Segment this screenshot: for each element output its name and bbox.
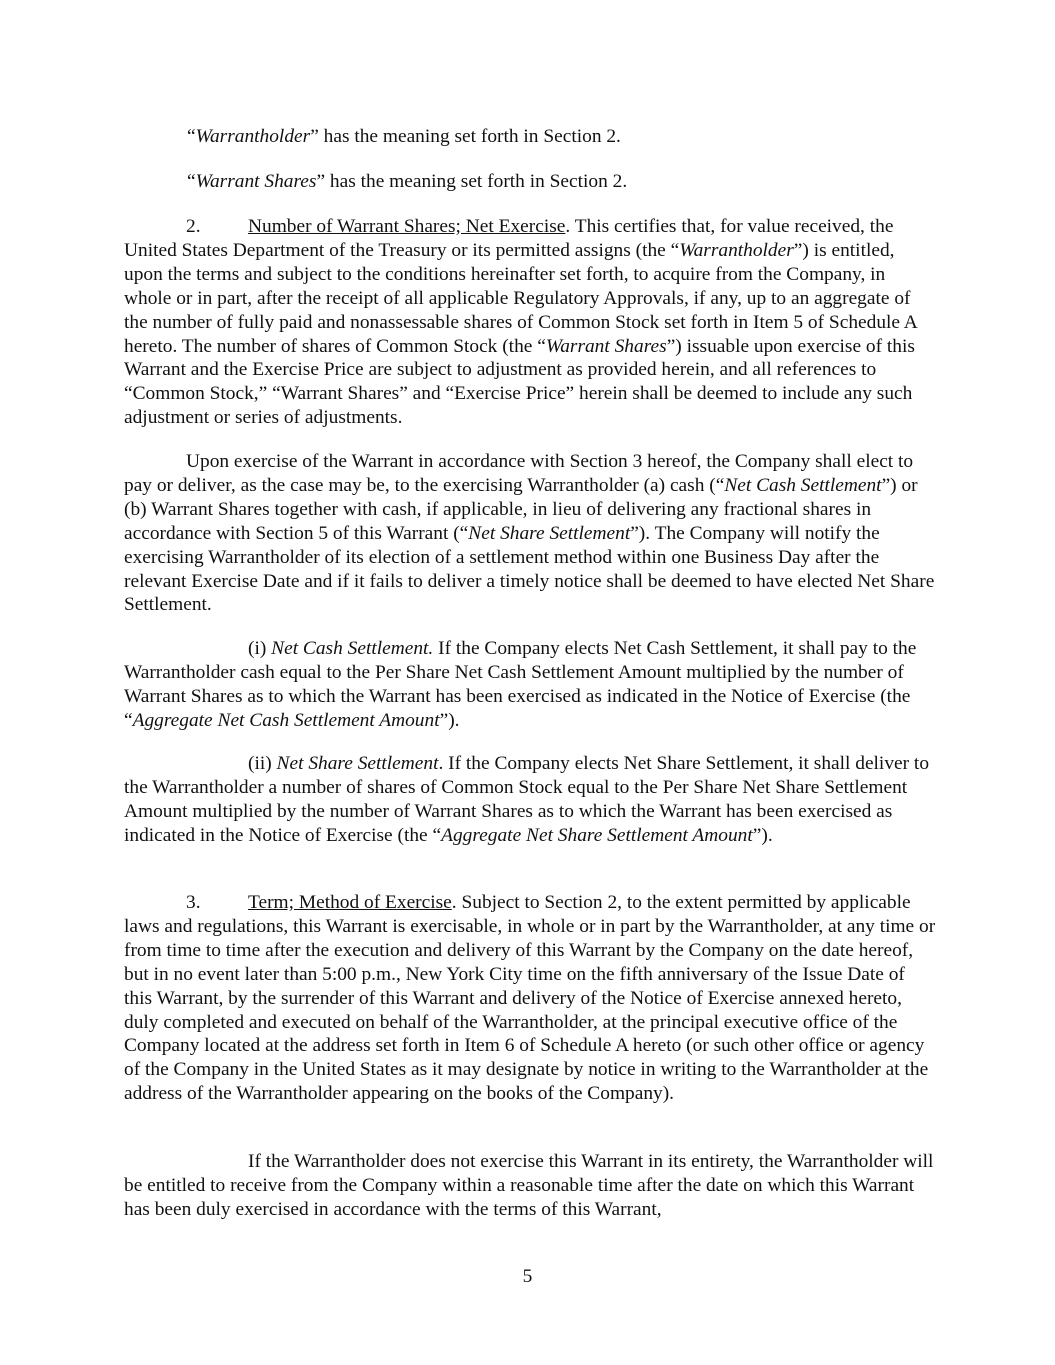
net-cash-settlement-paragraph: (i) Net Cash Settlement. If the Company elects Net Cash Settlement, it shall pay to the Warrantholder cash equal to the Per Share Net Cash Settlement Amount multiplied by the number of Warrant Shares as to which the Warrant has been exercised as indicated in the Notice of Exercise (the “Aggregate Net Cash Settlement Amount”). (124, 638, 917, 731)
defined-term: Warrantholder (195, 126, 311, 147)
defined-term: Warrant Shares (195, 171, 317, 192)
page-number: 5 (522, 1266, 533, 1287)
section-heading: Term; Method of Exercise (248, 892, 452, 913)
section-number: 2. (186, 216, 201, 237)
section-number: 3. (186, 892, 201, 913)
settlement-election-paragraph: Upon exercise of the Warrant in accordance with Section 3 hereof, the Company shall elect to pay or deliver, as the case may be, to the exercising Warrantholder (a) cash (“Net Cash Settlement”) or (b) Warrant Shares together with cash, if applicable, in lieu of delivering any fractional shares in accordance with Section 5 of this Warrant (“Net Share Settlement”). The Company will notify the exercising Warrantholder of its election of a settlement method within one Business Day after the relevant Exercise Date and if it fails to deliver a timely notice shall be deemed to have elected Net Share Settlement. (124, 451, 935, 616)
partial-exercise-paragraph: If the Warrantholder does not exercise this Warrant in its entirety, the Warrantholder will be entitled to receive from the Company within a reasonable time after the date on which this Warrant has been duly exercised in accordance with the terms of this Warrant, (124, 1151, 934, 1220)
section-heading: Number of Warrant Shares; Net Exercise (248, 216, 566, 237)
net-share-settlement-paragraph: (ii) Net Share Settlement. If the Company elects Net Share Settlement, it shall deliver to the Warrantholder a number of shares of Common Stock equal to the Per Share Net Share Settlement Amount multiplied by the number of Warrant Shares as to which the Warrant has been exercised as indicated in the Notice of Exercise (the “Aggregate Net Share Settlement Amount”). (124, 753, 930, 846)
section-3-paragraph: 3. Term; Method of Exercise. Subject to Section 2, to the extent permitted by applicable laws and regulations, this Warrant is exercisable, in whole or in part by the Warrantholder, at any time or from time to time after the execution and delivery of this Warrant by the Company on the date hereof, but in no event later than 5:00 p.m., New York City time on the fifth anniversary of the Issue Date of this Warrant, by the surrender of this Warrant and delivery of the Notice of Exercise annexed hereto, duly completed and executed on behalf of the Warrantholder, at the principal executive office of the Company located at the address set forth in Item 6 of Schedule A hereto (or such other office or agency of the Company in the United States as it may designate by notice in writing to the Warrantholder at the address of the Warrantholder appearing on the books of the Company). (124, 892, 936, 1105)
definition-warrant-shares: “Warrant Shares” has the meaning set forth in Section 2. (187, 171, 628, 192)
section-2-paragraph: 2. Number of Warrant Shares; Net Exercise. This certifies that, for value received, the United States Department of the Treasury or its permitted assigns (the “Warrantholder”) is entitled, upon the terms and subject to the conditions hereinafter set forth, to acquire from the Company, in whole or in part, after the receipt of all applicable Regulatory Approvals, if any, up to an aggregate of the number of fully paid and nonassessable shares of Common Stock set forth in Item 5 of Schedule A hereto. The number of shares of Common Stock (the “Warrant Shares”) issuable upon exercise of this Warrant and the Exercise Price are subject to adjustment as provided herein, and all references to “Common Stock,” “Warrant Shares” and “Exercise Price” herein shall be deemed to include any such adjustment or series of adjustments. (124, 216, 917, 429)
definition-warrantholder: “Warrantholder” has the meaning set forth in Section 2. (187, 126, 621, 147)
